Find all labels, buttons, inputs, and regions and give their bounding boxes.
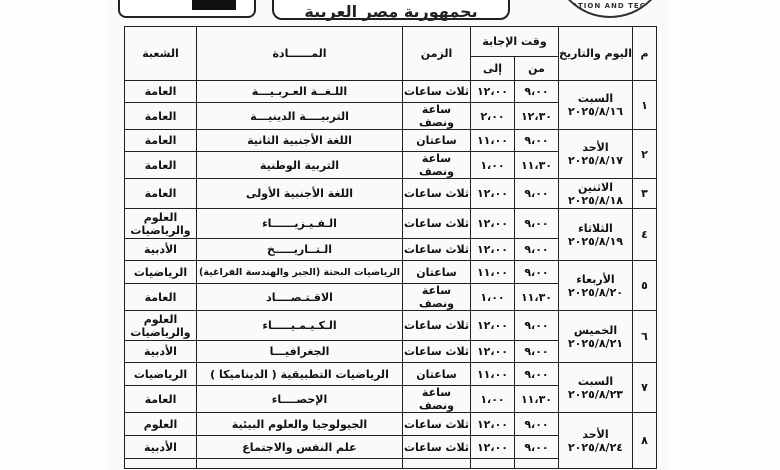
day-number: ٢ [633, 130, 657, 179]
table-row [125, 130, 657, 152]
branch: العامة [125, 103, 197, 130]
day-date-cell [559, 363, 633, 413]
time-from: ٩،٠٠ [515, 261, 559, 284]
subject: الاقـتـصــــاد [197, 284, 403, 311]
day-date-cell [559, 179, 633, 209]
branch: العلوم والرياضيات [125, 209, 197, 239]
table-row [125, 81, 657, 103]
time-to: ١٢،٠٠ [471, 311, 515, 341]
time-from: ٩،٠٠ [515, 413, 559, 436]
subject: التربية الوطنية [197, 152, 403, 179]
subject: علم النفس والاجتماع [197, 436, 403, 459]
duration: ساعة ونصف [403, 386, 471, 413]
day-date: ٢٠٢٥/٨/١٦ [567, 105, 624, 118]
day-number: ١ [633, 81, 657, 130]
branch: العامة [125, 386, 197, 413]
day-date-cell [559, 413, 633, 469]
day-number: ٦ [633, 311, 657, 363]
day-date: ٢٠٢٥/٨/٢٠ [567, 285, 624, 299]
time-from: ٩،٠٠ [515, 363, 559, 386]
duration: ثلاث ساعات [403, 436, 471, 459]
day-name: السبت [577, 92, 614, 105]
branch: الأدبية [125, 341, 197, 363]
empty-cell [471, 459, 515, 469]
exam-schedule-table [124, 26, 657, 469]
header-label-box [118, 0, 256, 18]
col-answer-time-header: وقت الإجابة [471, 27, 559, 57]
day-date: ٢٠٢٥/٨/٢٣ [567, 387, 624, 401]
table-row [125, 261, 657, 284]
time-from: ٩،٠٠ [515, 311, 559, 341]
day-number: ٥ [633, 261, 657, 311]
time-from: ٩،٠٠ [515, 179, 559, 209]
subject: اللـغــة العـربـيـــة [197, 81, 403, 103]
day-date: ٢٠٢٥/٨/١٩ [567, 234, 624, 248]
header-label-fill [192, 0, 236, 10]
subject: الإحصــــاء [197, 386, 403, 413]
time-from: ٩،٠٠ [515, 209, 559, 239]
table-row [125, 413, 657, 436]
col-from-header: من [515, 57, 559, 81]
duration: ثلاث ساعات [403, 179, 471, 209]
table-row [125, 209, 657, 239]
time-from: ١١،٣٠ [515, 284, 559, 311]
day-number: ٧ [633, 363, 657, 413]
branch: العامة [125, 130, 197, 152]
col-duration-header: الزمن [403, 27, 471, 81]
time-to: ١٢،٠٠ [471, 81, 515, 103]
branch: الرياضيات [125, 261, 197, 284]
empty-cell [403, 459, 471, 469]
duration: ساعتان [403, 261, 471, 284]
col-num-header: م [633, 27, 657, 81]
time-to: ١٢،٠٠ [471, 179, 515, 209]
subject: الجغرافيـــا [197, 341, 403, 363]
time-to: ١٢،٠٠ [471, 239, 515, 261]
subject: الـتــاريـــــخ [197, 239, 403, 261]
duration: ساعة ونصف [403, 152, 471, 179]
time-to: ١١،٠٠ [471, 130, 515, 152]
duration: ثلاث ساعات [403, 311, 471, 341]
duration: ساعتان [403, 130, 471, 152]
branch: العامة [125, 179, 197, 209]
time-to: ١١،٠٠ [471, 261, 515, 284]
header-title-box [272, 0, 510, 20]
col-to-header: إلى [471, 57, 515, 81]
day-date: ٢٠٢٥/٨/٢٤ [567, 440, 624, 454]
day-number: ٨ [633, 413, 657, 469]
duration: ثلاث ساعات [403, 413, 471, 436]
day-name: الأربعاء [576, 272, 615, 286]
day-name: الأحد [582, 427, 609, 441]
time-from: ٩،٠٠ [515, 130, 559, 152]
time-to: ١٢،٠٠ [471, 209, 515, 239]
branch: الأدبية [125, 436, 197, 459]
time-from: ١٢،٣٠ [515, 103, 559, 130]
time-from: ٩،٠٠ [515, 239, 559, 261]
day-date-cell [559, 81, 633, 130]
day-date: ٢٠٢٥/٨/٢١ [567, 336, 624, 350]
time-from: ٩،٠٠ [515, 436, 559, 459]
time-to: ١٢،٠٠ [471, 341, 515, 363]
day-name: الثلاثاء [578, 221, 613, 235]
empty-cell [197, 459, 403, 469]
branch: العامة [125, 284, 197, 311]
time-from: ١١،٣٠ [515, 386, 559, 413]
day-name: السبت [577, 374, 614, 388]
day-date-cell [559, 209, 633, 261]
duration: ثلاث ساعات [403, 239, 471, 261]
duration: ساعة ونصف [403, 103, 471, 130]
day-date-cell [559, 130, 633, 179]
day-number: ٤ [633, 209, 657, 261]
subject: الـفـيـزيــــــاء [197, 209, 403, 239]
duration: ساعة ونصف [403, 284, 471, 311]
day-date-cell [559, 311, 633, 363]
time-to: ١،٠٠ [471, 152, 515, 179]
header-title: بجمهورية مصر العربية [304, 2, 478, 21]
seal-text: CATION AND TECH [566, 2, 653, 10]
time-to: ١،٠٠ [471, 386, 515, 413]
table-row [125, 363, 657, 386]
time-from: ٩،٠٠ [515, 341, 559, 363]
subject: الرياضيات البحتة (الجبر والهندسة الفراغية) [197, 261, 403, 284]
subject: الجيولوجيا والعلوم البيئية [197, 413, 403, 436]
day-date: ٢٠٢٥/٨/١٧ [567, 154, 624, 167]
day-name: الأحد [582, 141, 609, 154]
col-subject-header: المــــــادة [197, 27, 403, 81]
day-name: الخميس [573, 323, 618, 337]
time-from: ٩،٠٠ [515, 81, 559, 103]
subject: اللغة الأجنبية الأولى [197, 179, 403, 209]
subject: التربيــــة الدينيـــة [197, 103, 403, 130]
branch: العلوم والرياضيات [125, 311, 197, 341]
time-to: ١،٠٠ [471, 284, 515, 311]
time-from: ١١،٣٠ [515, 152, 559, 179]
day-date-cell [559, 261, 633, 311]
duration: ثلاث ساعات [403, 209, 471, 239]
time-to: ١١،٠٠ [471, 363, 515, 386]
time-to: ١٢،٠٠ [471, 436, 515, 459]
branch: العامة [125, 152, 197, 179]
subject: اللغة الأجنبية الثانية [197, 130, 403, 152]
branch: العامة [125, 81, 197, 103]
col-branch-header: الشعبة [125, 27, 197, 81]
duration: ثلاث ساعات [403, 341, 471, 363]
day-number: ٣ [633, 179, 657, 209]
right-margin [668, 0, 780, 470]
empty-cell [515, 459, 559, 469]
duration: ساعتان [403, 363, 471, 386]
left-margin [0, 0, 108, 470]
time-to: ٢،٠٠ [471, 103, 515, 130]
branch: الأدبية [125, 239, 197, 261]
day-name: الاثنين [578, 180, 613, 194]
time-to: ١٢،٠٠ [471, 413, 515, 436]
branch: العلوم [125, 413, 197, 436]
table-row [125, 179, 657, 209]
table-row [125, 311, 657, 341]
empty-cell [125, 459, 197, 469]
header-row-1 [125, 27, 657, 57]
branch: الرياضيات [125, 363, 197, 386]
duration: ثلاث ساعات [403, 81, 471, 103]
subject: الـكـيـمـيـــــاء [197, 311, 403, 341]
day-date: ٢٠٢٥/٨/١٨ [567, 193, 624, 207]
col-day-header: اليوم والتاريخ [559, 27, 633, 81]
subject: الرياضيات التطبيقية ( الديناميكا ) [197, 363, 403, 386]
